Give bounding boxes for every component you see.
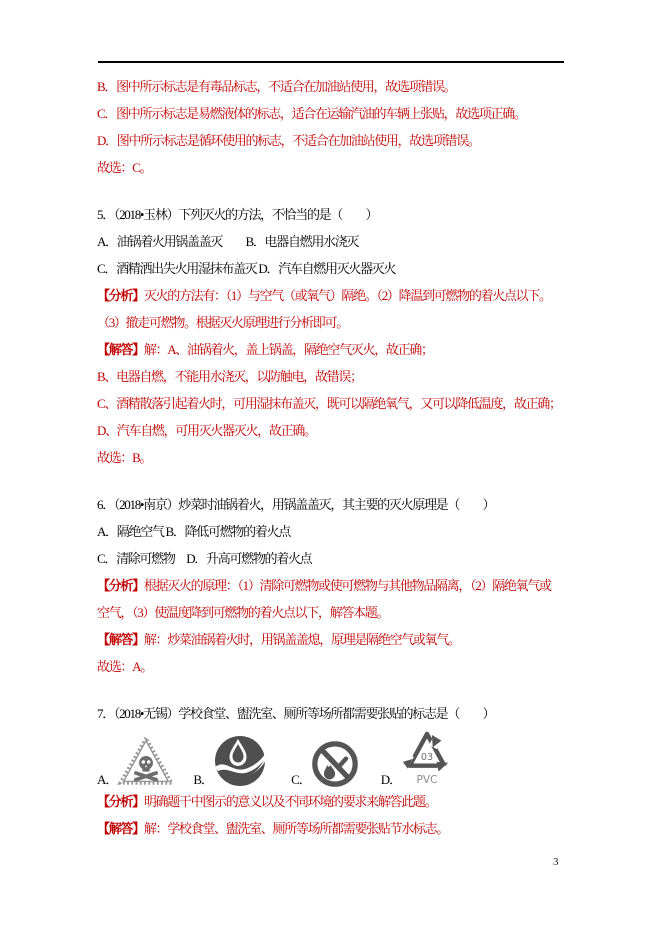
option-b <box>193 734 267 788</box>
analysis-line: （3）撤走可燃物。根据灭火原理进行分析即可。 <box>97 315 348 330</box>
option-a <box>97 734 175 788</box>
option-label: C． <box>291 772 311 787</box>
water-saving-sign-icon <box>213 734 267 788</box>
question-4-answer-tail <box>97 73 577 181</box>
answer-line <box>97 626 577 653</box>
analysis-line <box>97 572 577 599</box>
option-signs-row <box>97 727 577 788</box>
option-label: D． <box>380 772 402 787</box>
conclusion-line: 故选：A。 <box>97 659 152 674</box>
option-c <box>291 740 359 788</box>
answer-label: 【解答】 <box>97 632 144 647</box>
explanation-line: C．图中所示标志是易燃液体的标志，适合在运输汽油的车辆上张贴，故选项正确。 <box>97 106 526 121</box>
analysis-line <box>97 282 577 309</box>
resin-code: 03 <box>421 751 434 763</box>
options-row: C．清除可燃物 D．升高可燃物的着火点 <box>97 551 312 566</box>
no-open-flame-sign-icon <box>311 740 359 788</box>
answer-line: C、酒精散落引起着火时，可用湿抹布盖灭，既可以隔绝氧气，又可以降低温度，故正确； <box>97 396 561 411</box>
answer-text: 解：学校食堂、盥洗室、厕所等场所都需要张贴节水标志。 <box>143 821 449 836</box>
options-row: A．隔绝空气 B．降低可燃物的着火点 <box>97 524 290 539</box>
answer-text: 解：A、油锅着火，盖上锅盖，隔绝空气灭火，故正确； <box>143 342 433 357</box>
answer-line: D、汽车自燃，可用灭火器灭火，故正确。 <box>97 423 316 438</box>
analysis-text: 根据灭火的原理：（1）清除可燃物或使可燃物与其他物品隔离，（2）隔绝氧气或 <box>143 578 551 593</box>
answer-line <box>97 336 577 363</box>
question-stem: 5．（2018•玉林）下列灭火的方法，不恰当的是（ ） <box>97 207 378 222</box>
document-content <box>97 63 577 842</box>
answer-line <box>97 815 577 842</box>
toxic-hazard-sign-icon <box>117 734 175 788</box>
analysis-line: 空气，（3）使温度降到可燃物的着火点以下，解答本题。 <box>97 605 389 620</box>
explanation-line: D．图中所示标志是循环使用的标志，不适合在加油站使用，故选项错误。 <box>97 133 480 148</box>
analysis-text: 灭火的方法有：（1）与空气（或氧气）隔绝。（2）降温到可燃物的着火点以下。 <box>143 288 551 303</box>
answer-label: 【解答】 <box>97 821 144 836</box>
question-stem: 7．（2018•无锡）学校食堂、盥洗室、厕所等场所都需要张贴的标志是（ ） <box>97 706 495 721</box>
option-d <box>381 727 453 788</box>
options-row: C．酒精洒出失火用湿抹布盖灭 D．汽车自燃用灭火器灭火 <box>97 261 396 276</box>
analysis-text: 明确题干中图示的意义以及不同环境的要求来解答此题。 <box>143 794 437 809</box>
material-label: PVC <box>416 774 438 787</box>
conclusion-line: 故选：C。 <box>97 160 152 175</box>
analysis-label: 【分析】 <box>97 794 144 809</box>
answer-label: 【解答】 <box>97 342 144 357</box>
options-row: A．油锅着火用锅盖盖灭 B．电器自燃用水浇灭 <box>97 234 359 249</box>
answer-line: B、电器自燃，不能用水浇灭，以防触电，故错误； <box>97 369 362 384</box>
question-6 <box>97 491 577 680</box>
answer-text: 解：炒菜油锅着火时，用锅盖盖熄，原理是隔绝空气或氧气。 <box>143 632 460 647</box>
analysis-line <box>97 788 577 815</box>
analysis-label: 【分析】 <box>97 288 144 303</box>
question-7 <box>97 700 577 842</box>
explanation-line: B．图中所示标志是有毒品标志，不适合在加油站使用，故选项错误。 <box>97 79 456 94</box>
page-number: 3 <box>553 856 559 868</box>
recyclable-pvc-sign-icon <box>401 727 453 788</box>
question-stem: 6．（2018•南京）炒菜时油锅着火，用锅盖盖灭，其主要的灭火原理是（ ） <box>97 497 495 512</box>
option-label: B． <box>193 772 214 787</box>
question-5 <box>97 201 577 471</box>
analysis-label: 【分析】 <box>97 578 144 593</box>
option-label: A． <box>97 772 118 787</box>
conclusion-line: 故选：B。 <box>97 450 152 465</box>
